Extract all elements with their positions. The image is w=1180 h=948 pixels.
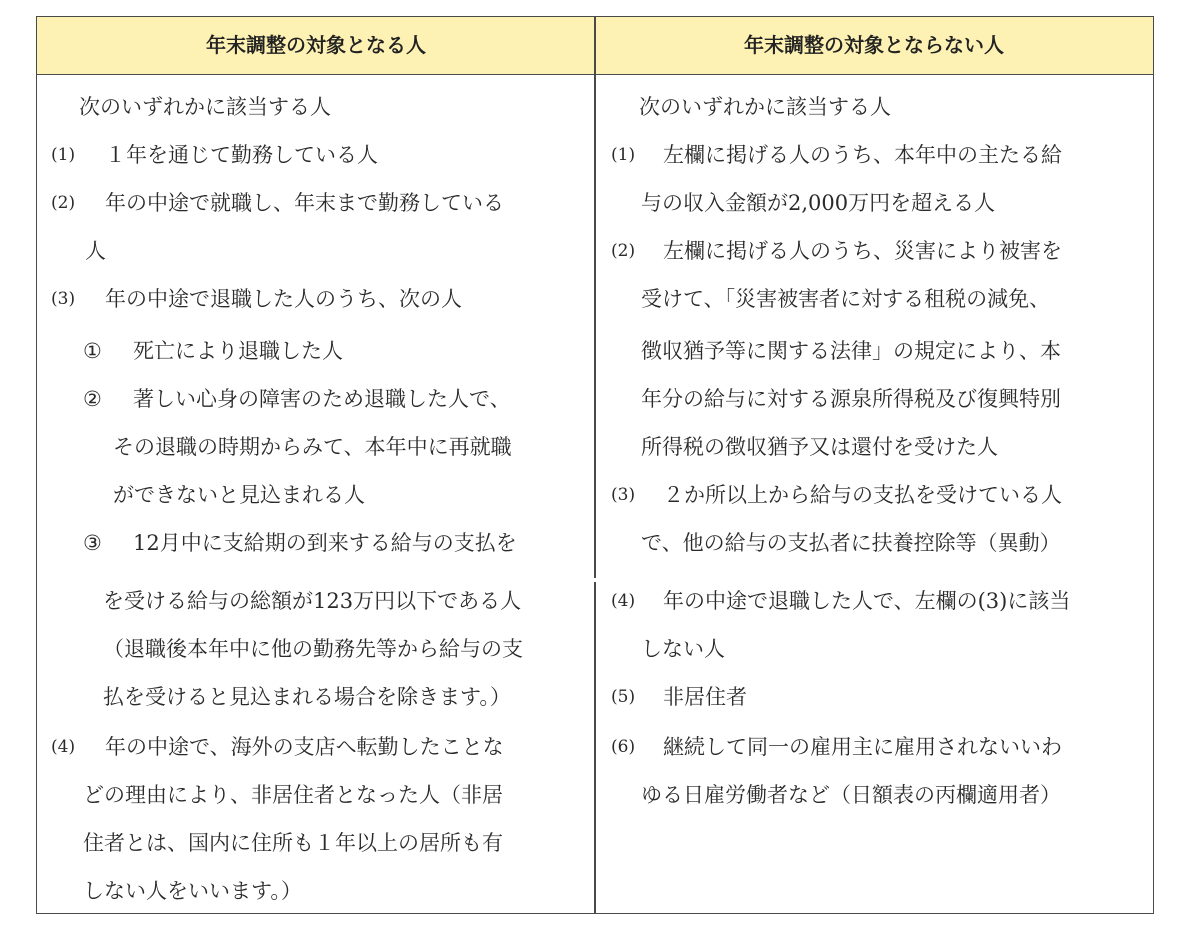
right-item2-number: (2) <box>611 241 636 261</box>
left-sub3-number: ③ <box>83 531 102 555</box>
left-item3-number: (3) <box>51 289 76 309</box>
left-item4-line4: しない人をいいます。） <box>83 879 302 903</box>
left-sub3-line4: 払を受けると見込まれる場合を除きます。） <box>103 685 511 709</box>
right-item2-line4: 年分の給与に対する源泉所得税及び復興特別 <box>641 387 1061 411</box>
left-item2-line2: 人 <box>85 239 106 263</box>
right-item1-line1: 左欄に掲げる人のうち、本年中の主たる給 <box>663 143 1062 167</box>
right-item4-line2: しない人 <box>641 637 725 661</box>
eligibility-table <box>36 16 1154 914</box>
header-subject: 年末調整の対象となる人 <box>206 33 426 57</box>
header-not-subject: 年末調整の対象とならない人 <box>744 33 1004 57</box>
left-sub3-line2: を受ける給与の総額が123万円以下である人 <box>103 589 522 613</box>
right-item6-number: (6) <box>611 737 636 757</box>
right-item6-line2: ゆる日雇労働者など（日額表の丙欄適用者） <box>641 783 1061 807</box>
column-divider <box>594 17 596 913</box>
left-sub2-line2: その退職の時期からみて、本年中に再就職 <box>113 435 512 459</box>
right-item5-number: (5) <box>611 687 636 707</box>
left-sub2-number: ② <box>83 387 102 411</box>
left-item2-number: (2) <box>51 193 76 213</box>
right-item4-number: (4) <box>611 591 636 611</box>
right-item4-line1: 年の中途で退職した人で、左欄の(3)に該当 <box>663 589 1071 613</box>
right-intro: 次のいずれかに該当する人 <box>639 95 891 119</box>
right-item3-line1: ２か所以上から給与の支払を受けている人 <box>663 483 1062 507</box>
right-item2-line5: 所得税の徴収猶予又は還付を受けた人 <box>641 435 998 459</box>
left-sub3-line3: （退職後本年中に他の勤務先等から給与の支 <box>103 637 523 661</box>
left-item2-line1: 年の中途で就職し、年末まで勤務している <box>105 191 504 215</box>
right-item2-line2: 受けて、「災害被害者に対する租税の減免、 <box>641 287 1051 311</box>
left-item4-number: (4) <box>51 737 76 757</box>
left-item4-line2: どの理由により、非居住者となった人（非居 <box>83 783 503 807</box>
left-intro: 次のいずれかに該当する人 <box>79 95 331 119</box>
right-item1-number: (1) <box>611 145 636 165</box>
right-item3-line2: で、他の給与の支払者に扶養控除等（異動） <box>641 531 1061 555</box>
left-item4-line3: 住者とは、国内に住所も１年以上の居所も有 <box>83 831 503 855</box>
right-item3-number: (3) <box>611 485 636 505</box>
left-sub2-line1: 著しい心身の障害のため退職した人で、 <box>133 387 511 411</box>
left-item4-line1: 年の中途で、海外の支店へ転勤したことな <box>105 735 504 759</box>
right-item1-line2: 与の収入金額が2,000万円を超える人 <box>641 191 996 215</box>
right-item6-line1: 継続して同一の雇用主に雇用されないいわ <box>663 735 1062 759</box>
right-item2-line1: 左欄に掲げる人のうち、災害により被害を <box>663 239 1062 263</box>
left-sub3-line1: 12月中に支給期の到来する給与の支払を <box>133 531 517 555</box>
left-sub1-number: ① <box>83 339 102 363</box>
left-sub1-line1: 死亡により退職した人 <box>133 339 343 363</box>
left-item3-line1: 年の中途で退職した人のうち、次の人 <box>105 287 462 311</box>
right-item2-line3: 徴収猶予等に関する法律」の規定により、本 <box>641 339 1061 363</box>
left-item1-line1: １年を通じて勤務している人 <box>105 143 378 167</box>
right-item5-line1: 非居住者 <box>663 685 747 709</box>
column-divider-gap <box>592 578 598 582</box>
left-sub2-line3: ができないと見込まれる人 <box>113 483 365 507</box>
left-item1-number: (1) <box>51 145 76 165</box>
